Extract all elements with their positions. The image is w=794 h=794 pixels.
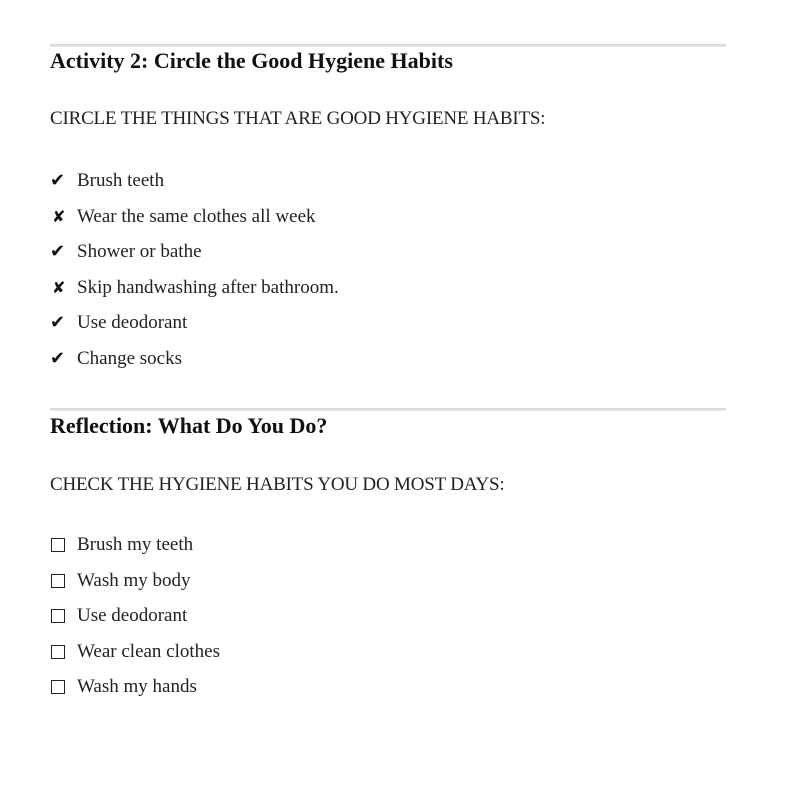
checklist-item bbox=[50, 640, 220, 676]
list-item-text: Brush teeth bbox=[77, 170, 165, 191]
checkbox[interactable] bbox=[51, 609, 65, 623]
checklist-item bbox=[50, 533, 220, 569]
checkbox[interactable] bbox=[51, 645, 65, 659]
checklist-item-text: Wash my body bbox=[77, 569, 191, 591]
checkbox[interactable] bbox=[51, 574, 65, 588]
checklist-item bbox=[50, 675, 220, 711]
list-item bbox=[50, 276, 339, 312]
reflection-instruction: CHECK THE HYGIENE HABITS YOU DO MOST DAYS: bbox=[50, 474, 505, 495]
list-item bbox=[50, 240, 339, 276]
activity-title: Activity 2: Circle the Good Hygiene Habits bbox=[50, 48, 453, 73]
checklist-item-text: Use deodorant bbox=[77, 605, 188, 627]
reflection-title: Reflection: What Do You Do? bbox=[50, 413, 328, 438]
list-item bbox=[50, 311, 339, 347]
checklist bbox=[50, 533, 220, 711]
checkbox[interactable] bbox=[51, 680, 65, 694]
check-icon: ✔ bbox=[50, 312, 66, 334]
list-item-text: Skip handwashing after bathroom. bbox=[77, 276, 339, 298]
checklist-item-text: Brush my teeth bbox=[77, 534, 194, 555]
list-item-text: Wear the same clothes all week bbox=[77, 205, 316, 227]
list-item bbox=[50, 169, 339, 205]
checklist-item-text: Wear clean clothes bbox=[77, 640, 221, 662]
section-divider bbox=[50, 408, 726, 411]
checklist-item-text: Wash my hands bbox=[77, 676, 197, 698]
activity-instruction: CIRCLE THE THINGS THAT ARE GOOD HYGIENE HABITS: bbox=[50, 108, 546, 129]
check-icon: ✔ bbox=[50, 170, 66, 191]
list-item bbox=[50, 347, 339, 383]
check-icon: ✔ bbox=[50, 347, 66, 369]
checkbox[interactable] bbox=[51, 538, 65, 552]
list-item-text: Use deodorant bbox=[77, 312, 188, 334]
habit-list bbox=[50, 169, 339, 383]
checklist-item bbox=[50, 604, 220, 640]
list-item bbox=[50, 205, 339, 241]
list-item-text: Shower or bathe bbox=[77, 241, 202, 263]
check-icon: ✔ bbox=[50, 241, 66, 263]
checklist-item bbox=[50, 569, 220, 605]
cross-icon: ✘ bbox=[52, 277, 66, 297]
cross-icon: ✘ bbox=[52, 206, 66, 226]
list-item-text: Change socks bbox=[77, 347, 183, 369]
section-divider bbox=[50, 44, 726, 47]
